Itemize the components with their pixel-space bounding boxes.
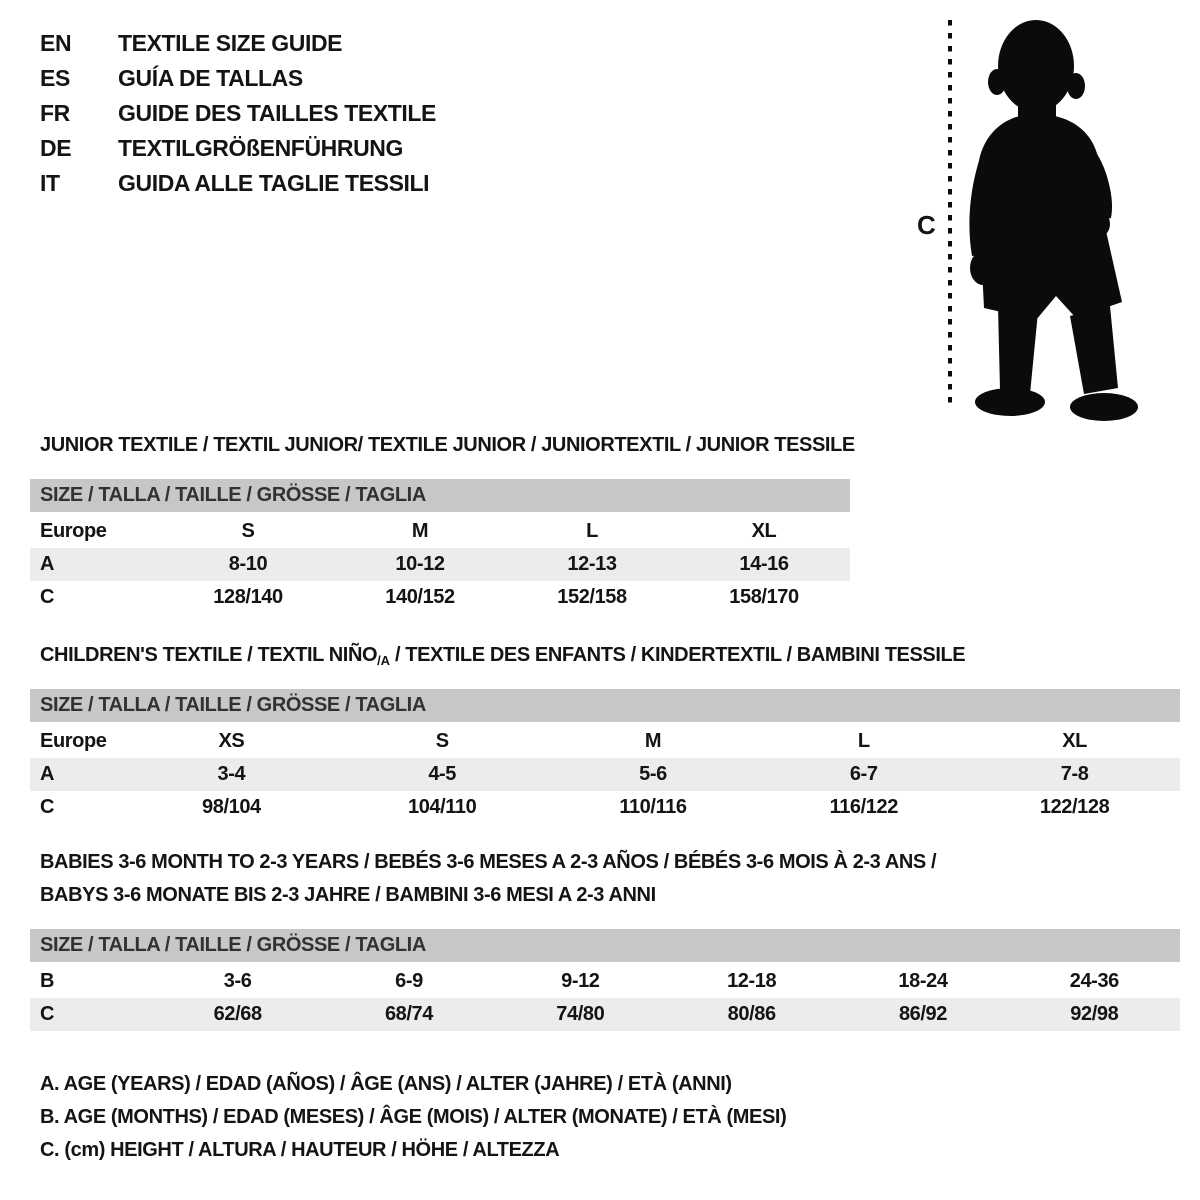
table-row	[30, 965, 1180, 998]
legend-line-age-months: B. AGE (MONTHS) / EDAD (MESES) / ÂGE (MOIS) / ALTER (MONATE) / ETÀ (MESI)	[40, 1106, 787, 1128]
size-cell: L	[586, 520, 598, 542]
size-cell: 10-12	[395, 553, 445, 575]
row-label: C	[40, 586, 55, 608]
size-cell: M	[411, 520, 429, 542]
size-cell: 9-12	[561, 970, 600, 992]
junior-size-table	[30, 479, 850, 614]
size-cell: 68/74	[384, 1003, 434, 1025]
babies-section-heading-line1: BABIES 3-6 MONTH TO 2-3 YEARS / BEBÉS 3-6 MESES A 2-3 AÑOS / BÉBÉS 3-6 MOIS À 2-3 ANS /	[40, 851, 937, 873]
size-header-bar: SIZE / TALLA / TAILLE / GRÖSSE / TAGLIA	[30, 929, 1180, 962]
table-row	[30, 791, 1180, 824]
language-row	[40, 26, 436, 61]
language-title: GUÍA DE TALLAS	[118, 65, 303, 91]
language-code: FR	[40, 100, 70, 126]
size-header-bar: SIZE / TALLA / TAILLE / GRÖSSE / TAGLIA	[30, 479, 850, 512]
size-cell: 8-10	[228, 553, 268, 575]
size-cell: 18-24	[898, 970, 948, 992]
children-heading-post: / TEXTILE DES ENFANTS / KINDERTEXTIL / BAMBINI TESSILE	[389, 644, 966, 666]
size-cell: 128/140	[213, 586, 283, 608]
size-cell: 12-13	[567, 553, 617, 575]
size-cell: 98/104	[202, 796, 261, 818]
size-cell: 24-36	[1069, 970, 1119, 992]
size-cell: 74/80	[556, 1003, 605, 1025]
language-title: TEXTILGRÖßENFÜHRUNG	[118, 135, 403, 161]
language-code: IT	[40, 170, 60, 196]
language-code: ES	[40, 65, 70, 91]
language-row	[40, 61, 436, 96]
row-label: Europe	[40, 730, 107, 752]
size-cell: 104/110	[407, 796, 477, 818]
language-title: TEXTILE SIZE GUIDE	[118, 30, 343, 56]
size-cell: 122/128	[1039, 796, 1110, 818]
row-label: C	[40, 796, 55, 818]
size-cell: 86/92	[898, 1003, 948, 1025]
size-cell: 110/116	[619, 796, 687, 818]
height-measure-label: C	[917, 210, 936, 240]
size-cell: 7-8	[1060, 763, 1089, 785]
size-cell: 3-6	[223, 970, 252, 992]
legend-line-height-cm: C. (cm) HEIGHT / ALTURA / HAUTEUR / HÖHE / ALTEZZA	[40, 1139, 560, 1161]
size-cell: 3-4	[217, 763, 246, 785]
children-heading-subscript: /A	[377, 653, 390, 668]
language-row	[40, 96, 436, 131]
children-heading-pre: CHILDREN'S TEXTILE / TEXTIL NIÑO	[40, 644, 378, 666]
language-row	[40, 166, 436, 201]
legend-line-age-years: A. AGE (YEARS) / EDAD (AÑOS) / ÂGE (ANS) / ALTER (JAHRE) / ETÀ (ANNI)	[40, 1073, 732, 1095]
size-cell: 6-9	[395, 970, 423, 992]
size-cell: XL	[1062, 730, 1087, 752]
legend-block	[40, 1068, 786, 1167]
size-cell: 4-5	[428, 763, 457, 785]
size-cell: 158/170	[729, 586, 799, 608]
row-label: A	[40, 553, 55, 575]
babies-size-table	[30, 929, 1180, 1031]
children-section-heading	[40, 644, 965, 668]
language-title-block	[40, 26, 436, 201]
size-cell: 12-18	[727, 970, 777, 992]
size-cell: M	[644, 730, 662, 752]
children-size-table	[30, 689, 1180, 824]
language-row	[40, 131, 436, 166]
table-row	[30, 515, 850, 548]
size-cell: 6-7	[849, 763, 878, 785]
table-row	[30, 581, 850, 614]
size-cell: 152/158	[557, 586, 627, 608]
language-code: EN	[40, 30, 72, 56]
size-cell: 140/152	[385, 586, 455, 608]
row-label: A	[40, 763, 55, 785]
table-row	[30, 998, 1180, 1031]
row-label: Europe	[40, 520, 107, 542]
size-cell: XL	[751, 520, 777, 542]
size-cell: 14-16	[739, 553, 789, 575]
size-cell: 116/122	[829, 796, 898, 818]
junior-section-heading: JUNIOR TEXTILE / TEXTIL JUNIOR/ TEXTILE JUNIOR / JUNIORTEXTIL / JUNIOR TESSILE	[40, 434, 855, 456]
row-label: C	[40, 1003, 55, 1025]
size-cell: L	[857, 730, 870, 752]
language-title: GUIDA ALLE TAGLIE TESSILI	[118, 170, 430, 196]
table-row	[30, 758, 1180, 791]
size-header-bar: SIZE / TALLA / TAILLE / GRÖSSE / TAGLIA	[30, 689, 1180, 722]
size-cell: S	[241, 520, 255, 542]
height-measure-figure	[895, 8, 1175, 432]
language-code: DE	[40, 135, 72, 161]
table-row	[30, 548, 850, 581]
row-label: B	[40, 970, 55, 992]
size-cell: S	[435, 730, 449, 752]
babies-section-heading-line2: BABYS 3-6 MONATE BIS 2-3 JAHRE / BAMBINI 3-6 MESI A 2-3 ANNI	[40, 884, 656, 906]
size-cell: 92/98	[1070, 1003, 1119, 1025]
language-title: GUIDE DES TAILLES TEXTILE	[118, 100, 436, 126]
size-cell: 80/86	[727, 1003, 776, 1025]
size-cell: 62/68	[213, 1003, 262, 1025]
size-cell: XS	[218, 730, 245, 752]
toddler-silhouette	[895, 8, 1175, 432]
table-row	[30, 725, 1180, 758]
size-cell: 5-6	[639, 763, 667, 785]
